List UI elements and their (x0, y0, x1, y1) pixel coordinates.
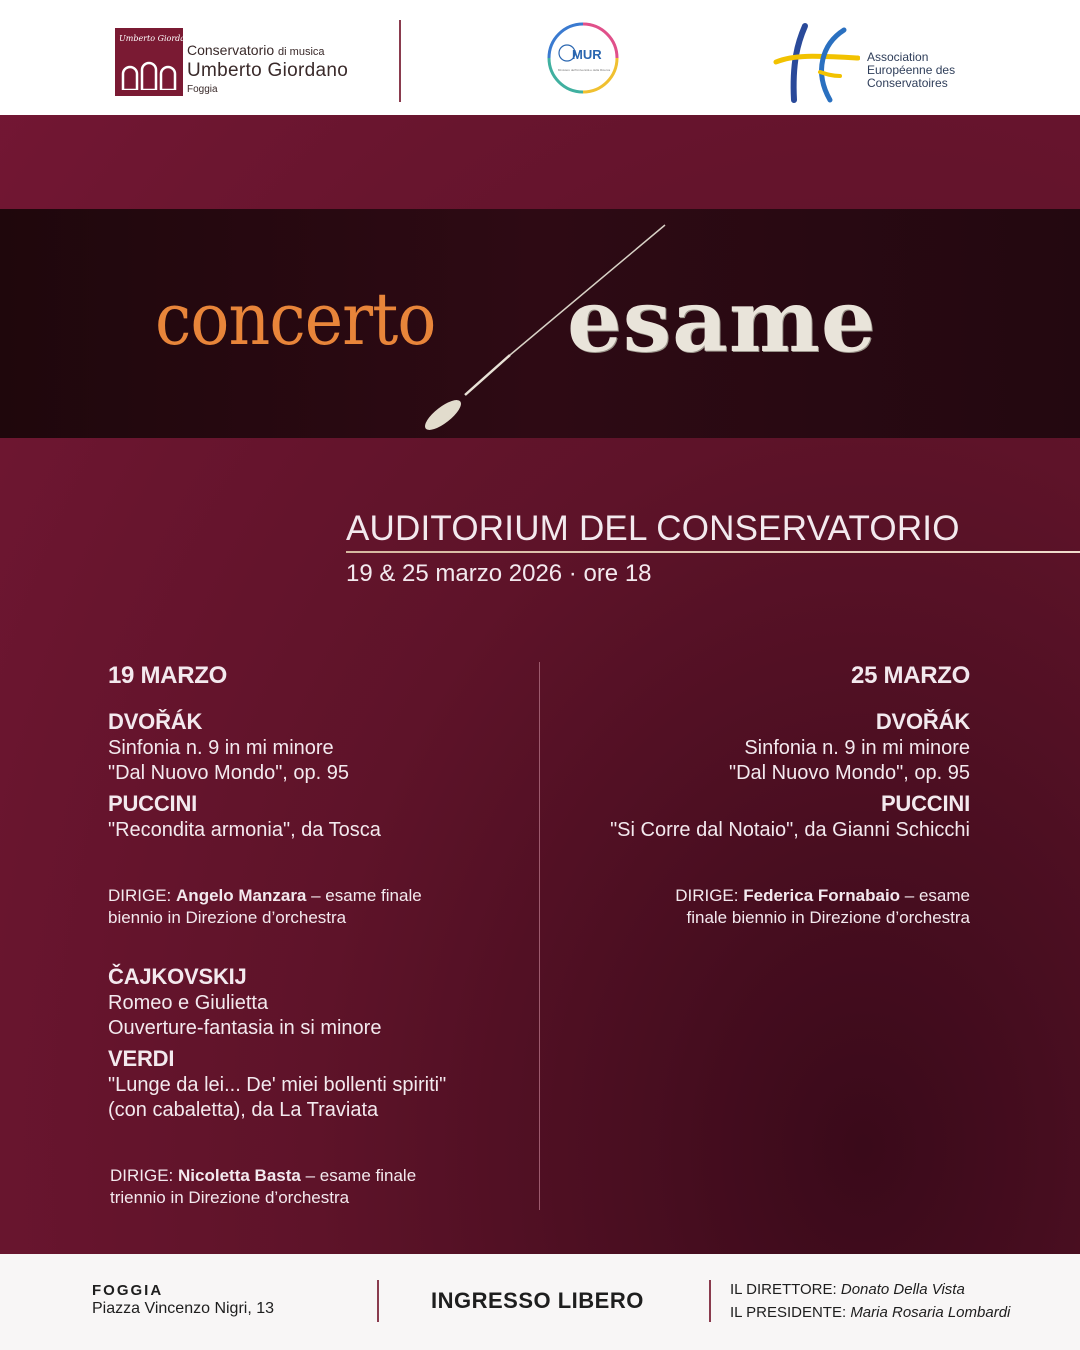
aec-name: Association Européenne des Conservatoires (867, 50, 956, 90)
title-concerto: concerto (155, 277, 436, 361)
arches-icon (121, 60, 177, 90)
footer-address: Piazza Vincenzo Nigri, 13 (92, 1300, 275, 1317)
conservatorio-line1: Conservatorio di musica (187, 42, 325, 58)
signature-text: Umberto Giordano (119, 34, 196, 43)
composer: PUCCINI (108, 791, 198, 816)
mur-logo (545, 20, 621, 96)
president-line: IL PRESIDENTE: Maria Rosaria Lombardi (730, 1304, 1011, 1321)
conservatorio-name: Umberto Giordano (187, 60, 349, 81)
day-heading: 19 MARZO (108, 662, 227, 689)
work: "Recondita armonia", da Tosca (108, 819, 381, 841)
director-line: IL DIRETTORE: Donato Della Vista (730, 1281, 965, 1298)
mur-label: MUR (572, 47, 602, 62)
mur-subtitle: Ministero dell'Università e della Ricerca (557, 68, 611, 72)
work: Sinfonia n. 9 in mi minore "Dal Nuovo Mondo", op. 95 (108, 737, 350, 784)
venue-title: AUDITORIUM DEL CONSERVATORIO (346, 509, 960, 548)
composer: DVOŘÁK (108, 709, 203, 734)
work: "Lunge da lei... De' miei bollenti spiriti" (con cabaletta), da La Traviata (108, 1074, 447, 1121)
composer: PUCCINI (880, 791, 970, 816)
venue-rule (346, 551, 1080, 553)
composer: DVOŘÁK (875, 709, 970, 734)
header (0, 0, 1080, 115)
conductor-info: DIRIGE: Angelo Manzara – esame finale biennio in Direzione d’orchestra (108, 886, 422, 927)
conductor-info: DIRIGE: Nicoletta Basta – esame finale triennio in Direzione d’orchestra (110, 1166, 417, 1207)
work: Sinfonia n. 9 in mi minore "Dal Nuovo Mondo", op. 95 (728, 737, 970, 784)
column-divider (539, 662, 540, 1210)
program-left (108, 662, 508, 1209)
composer: ČAJKOVSKIJ (108, 964, 247, 989)
conservatorio-logo (115, 28, 405, 98)
aec-logo-icon (770, 22, 860, 104)
footer-divider (709, 1280, 711, 1322)
title-esame: esame (567, 271, 877, 372)
conservatorio-emblem (115, 28, 196, 96)
footer-city: FOGGIA (92, 1282, 164, 1299)
venue-dates: 19 & 25 marzo 2026 · ore 18 (346, 560, 652, 587)
program-right (550, 662, 970, 929)
conservatorio-city: Foggia (187, 84, 218, 95)
day-heading: 25 MARZO (851, 662, 970, 689)
footer-divider (377, 1280, 379, 1322)
work: "Si Corre dal Notaio", da Gianni Schicchi (610, 819, 970, 841)
admission-label: INGRESSO LIBERO (431, 1288, 644, 1313)
work: Romeo e Giulietta Ouverture-fantasia in si minore (108, 992, 382, 1039)
conductor-info: DIRIGE: Federica Fornabaio – esame finale biennio in Direzione d’orchestra (675, 886, 970, 927)
composer: VERDI (108, 1046, 175, 1071)
footer (0, 1254, 1080, 1350)
header-divider (399, 20, 401, 102)
